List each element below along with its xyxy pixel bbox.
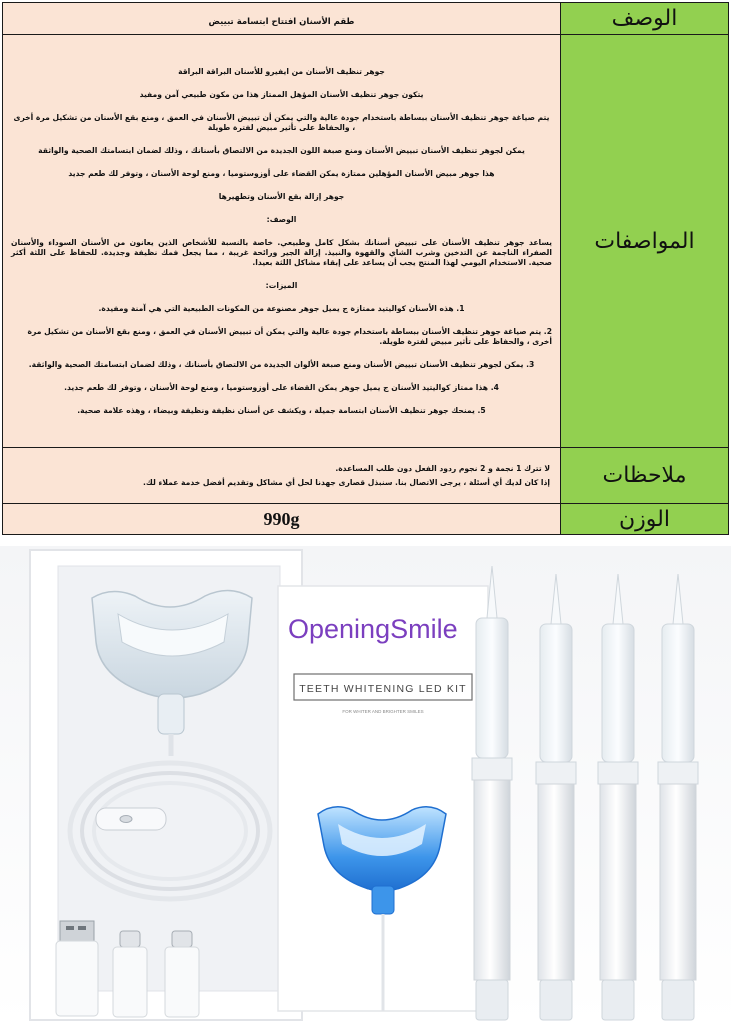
note-line: لا تترك 1 نجمة و 2 نجوم ردود الفعل دون طلب المساعدة.	[335, 464, 550, 473]
spec-subheading-features: الميزات:	[265, 280, 298, 290]
product-photo	[0, 546, 731, 1025]
spec-line: يتكون جوهر تنظيف الأسنان المؤهل الممتاز هذا من مكون طبيعي آمن ومفيد	[139, 89, 424, 99]
weight-value-cell	[3, 504, 561, 535]
product-illustration	[0, 546, 731, 1025]
spec-table	[2, 2, 729, 535]
feature-item: 4. هذا ممتاز كواليتيد الأسنان ج يميل جوهر يمكن القضاء على أوزوستوميا ، ومنع لوحة الأسنان ، وتوفر لك طعم جديد.	[64, 382, 499, 392]
brand-text: OpeningSmile	[288, 614, 458, 644]
spec-line: هذا جوهر مبيض الأسنان المؤهلين ممتازة يمكن القضاء على أوزوستوميا ، ومنع لوحة الأسنان ، وتوفر لك طعم جديد	[68, 168, 495, 178]
specs-list	[3, 65, 560, 418]
pen	[598, 574, 638, 1020]
spec-line: يتم صياغة جوهر تنظيف الأسنان ببساطة باستخدام جودة عالية والتي يمكن أن تبييض الأسنان في العمق ، ومنع بقع الأسنان من تشكيل مرة أخرى ، والحفاظ على تأثير مبيض لفترة طويلة	[13, 112, 550, 132]
kit-box	[278, 586, 488, 1011]
spec-line: جوهر إزالة بقع الأسنان وتطهيرها	[218, 191, 345, 201]
description-value-cell	[3, 3, 561, 35]
feature-item: 1. هذه الأسنان كواليتيد ممتازة ج يميل جوهر مصنوعة من المكونات الطبيعية التي هي آمنة ومفيدة.	[98, 303, 465, 313]
notes-value-cell	[3, 448, 561, 504]
spec-line: جوهر تنظيف الأسنان من ايفيرو للأسنان البراقة البراقة	[178, 66, 385, 76]
description-label: الوصف	[561, 3, 729, 35]
description-value: طقم الأسنان افتتاح ابتسامة تبييض	[208, 17, 355, 27]
pen	[472, 566, 512, 1020]
spec-description-paragraph: يساعد جوهر تنظيف الأسنان على تبييض أسنانك بشكل كامل وطبيعي. خاصة بالنسبة للأشخاص الذين يعانون من الأسنان السوداء والأسنان الصفراء الناجمة عن التدخين وشرب الشاي والقهوة والنبيذ. إزالة الجير ورائحة غريبة ، مما يجعل فمك نظيفة وجديدة. للحفاظ على اللثة أكثر صحية. الاستخدام اليومي لهذا المنتج يجب أن يساعد على إبقاء مشاكل اللثة بعيدا.	[11, 237, 552, 267]
specs-label: المواصفات	[561, 35, 729, 448]
spec-line: يمكن لجوهر تنظيف الأسنان تبييض الأسنان ومنع صبغة اللون الجديدة من الالتصاق بأسنانك ، وذلك لضمان ابتسامتك الصحية والواثقة	[38, 145, 525, 155]
note-line: إذا كان لديك أي أسئلة ، يرجى الاتصال بنا. سنبذل قصارى جهدنا لحل أي مشاكل وتقديم أفضل خدمة عملاء لك.	[143, 478, 550, 487]
pen	[536, 574, 576, 1020]
kit-label: TEETH WHITENING LED KIT	[299, 683, 467, 695]
row-description	[3, 3, 729, 35]
weight-label: الوزن	[561, 504, 729, 535]
row-specs	[3, 35, 729, 448]
open-box	[30, 550, 302, 1020]
spec-subheading-description: الوصف:	[266, 214, 297, 224]
feature-item: 5. يمنحك جوهر تنظيف الأسنان ابتسامة جميلة ، ويكشف عن أسنان نظيفة ونظيفة وبيضاء ، وهذه علامة صحية.	[77, 405, 486, 415]
row-weight	[3, 504, 729, 535]
kit-sublabel: FOR WHITER AND BRIGHTER SMILES	[342, 709, 424, 714]
weight-value: 990g	[263, 508, 300, 529]
notes-label: ملاحظات	[561, 448, 729, 504]
feature-item: 2. يتم صياغة جوهر تنظيف الأسنان ببساطة باستخدام جودة عالية والتي يمكن أن تبييض الأسنان في العمق ، ومنع بقع الأسنان من تشكيل مرة أخرى ، والحفاظ على تأثير مبيض لفترة طويلة.	[27, 326, 552, 346]
specs-value-cell	[3, 35, 561, 448]
feature-item: 3. يمكن لجوهر تنظيف الأسنان تبييض الأسنان ومنع صبغة الألوان الجديدة من الالتصاق بأسنانك ، وذلك لضمان ابتسامتك الصحية والواثقة.	[28, 359, 535, 369]
pen	[658, 574, 698, 1020]
row-notes	[3, 448, 729, 504]
